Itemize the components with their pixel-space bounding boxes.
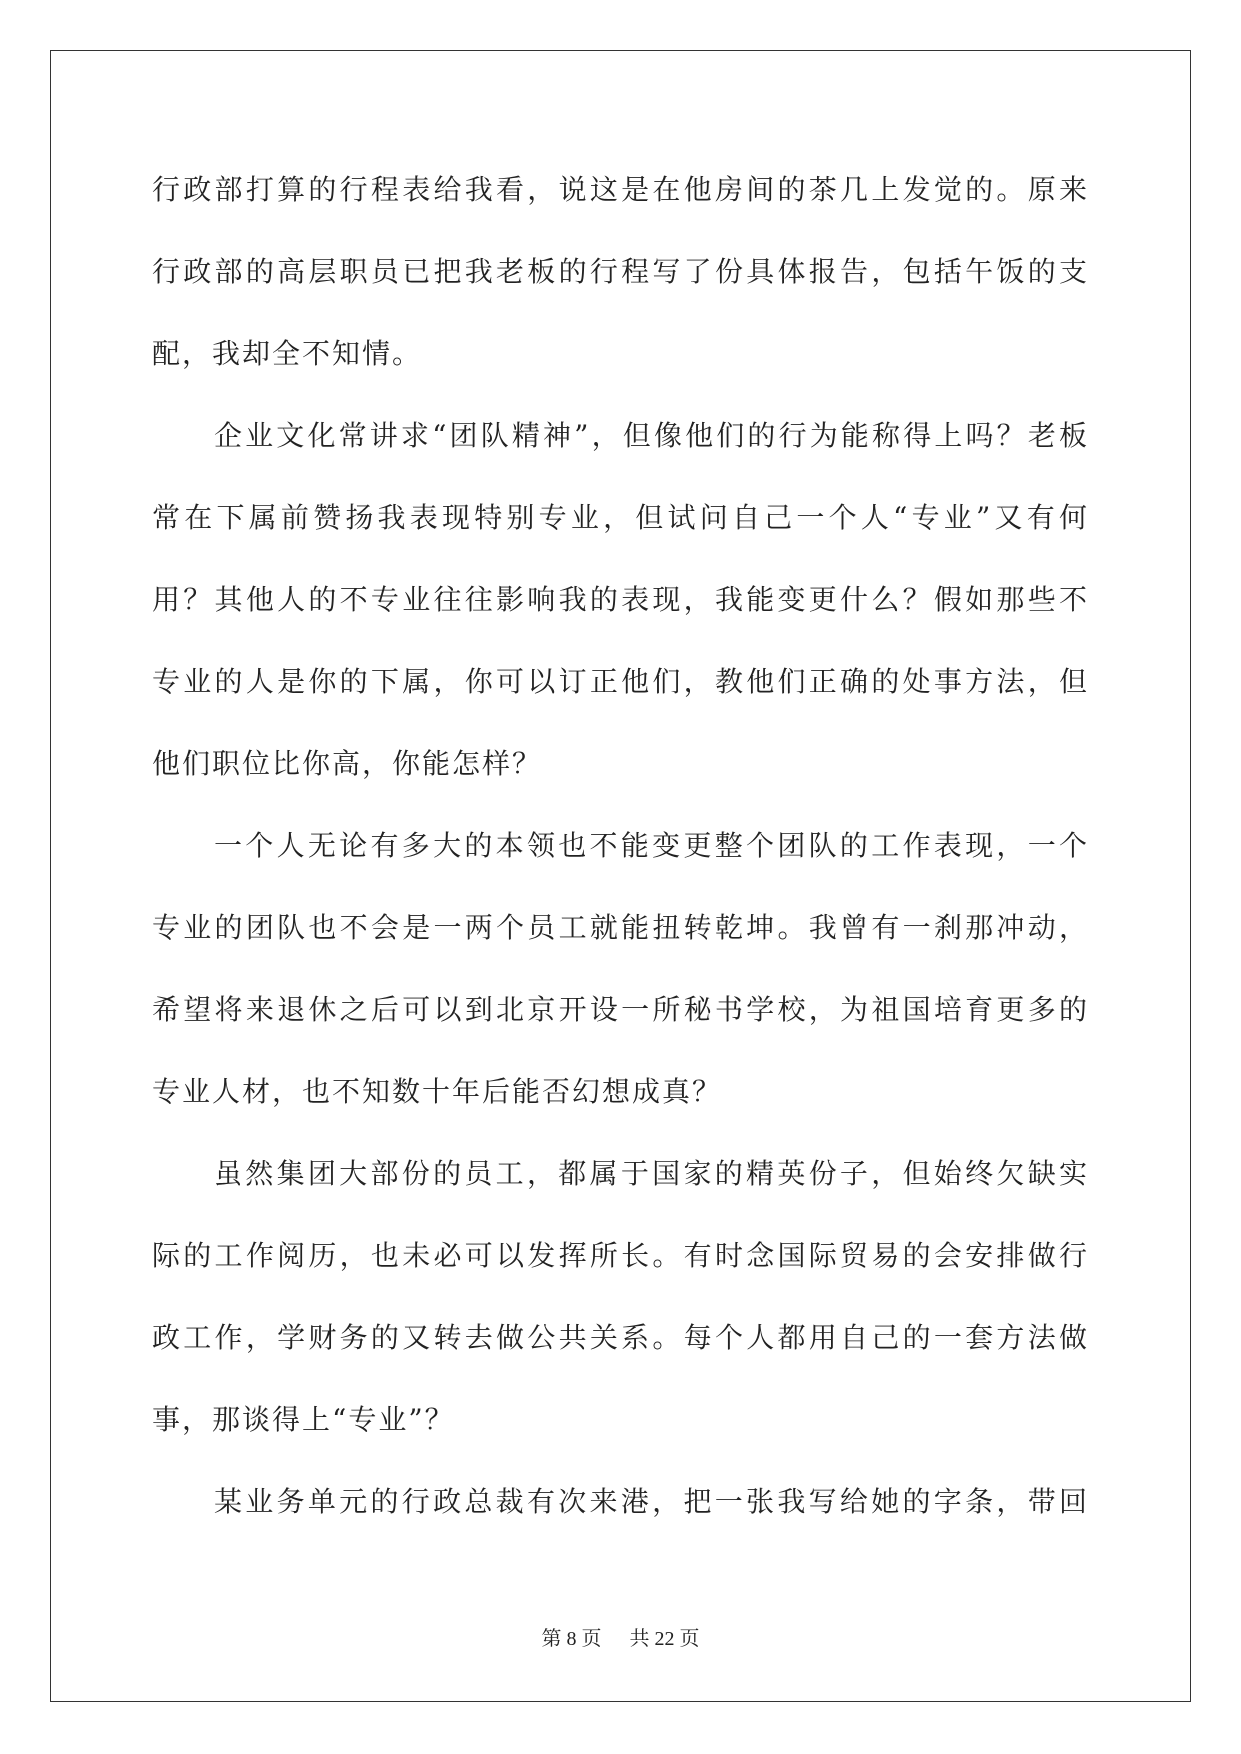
text-line: 专业的团队也不会是一两个员工就能扭转乾坤。我曾有一刹那冲动， xyxy=(152,911,1089,944)
text-line: 专业人材，也不知数十年后能否幻想成真？ xyxy=(152,1075,723,1108)
page-number: 第 8 页 xyxy=(541,1628,602,1650)
text-line: 配，我却全不知情。 xyxy=(152,337,423,370)
text-line: 际的工作阅历，也未必可以发挥所长。有时念国际贸易的会安排做行 xyxy=(152,1239,1089,1272)
page-footer xyxy=(0,1622,1241,1651)
text-line: 政工作，学财务的又转去做公共关系。每个人都用自己的一套方法做 xyxy=(152,1321,1089,1354)
text-line: 行政部打算的行程表给我看，说这是在他房间的茶几上发觉的。原来 xyxy=(152,173,1089,206)
total-pages: 共 22 页 xyxy=(629,1628,700,1650)
text-line: 用？其他人的不专业往往影响我的表现，我能变更什么？假如那些不 xyxy=(152,583,1089,616)
text-line: 行政部的高层职员已把我老板的行程写了份具体报告，包括午饭的支 xyxy=(152,255,1089,288)
text-line: 虽然集团大部份的员工，都属于国家的精英份子，但始终欠缺实 xyxy=(214,1157,1089,1190)
text-line: 企业文化常讲求“团队精神”，但像他们的行为能称得上吗？老板 xyxy=(214,419,1089,452)
text-line: 事，那谈得上“专业”？ xyxy=(152,1403,455,1436)
text-line: 一个人无论有多大的本领也不能变更整个团队的工作表现，一个 xyxy=(214,829,1089,862)
text-line: 某业务单元的行政总裁有次来港，把一张我写给她的字条，带回 xyxy=(214,1485,1089,1518)
document-body xyxy=(152,166,1089,1560)
text-line: 他们职位比你高，你能怎样？ xyxy=(152,747,543,780)
text-line: 常在下属前赞扬我表现特别专业，但试问自己一个人“专业”又有何 xyxy=(152,501,1089,534)
text-line: 希望将来退休之后可以到北京开设一所秘书学校，为祖国培育更多的 xyxy=(152,993,1089,1026)
text-line: 专业的人是你的下属，你可以订正他们，教他们正确的处事方法，但 xyxy=(152,665,1089,698)
